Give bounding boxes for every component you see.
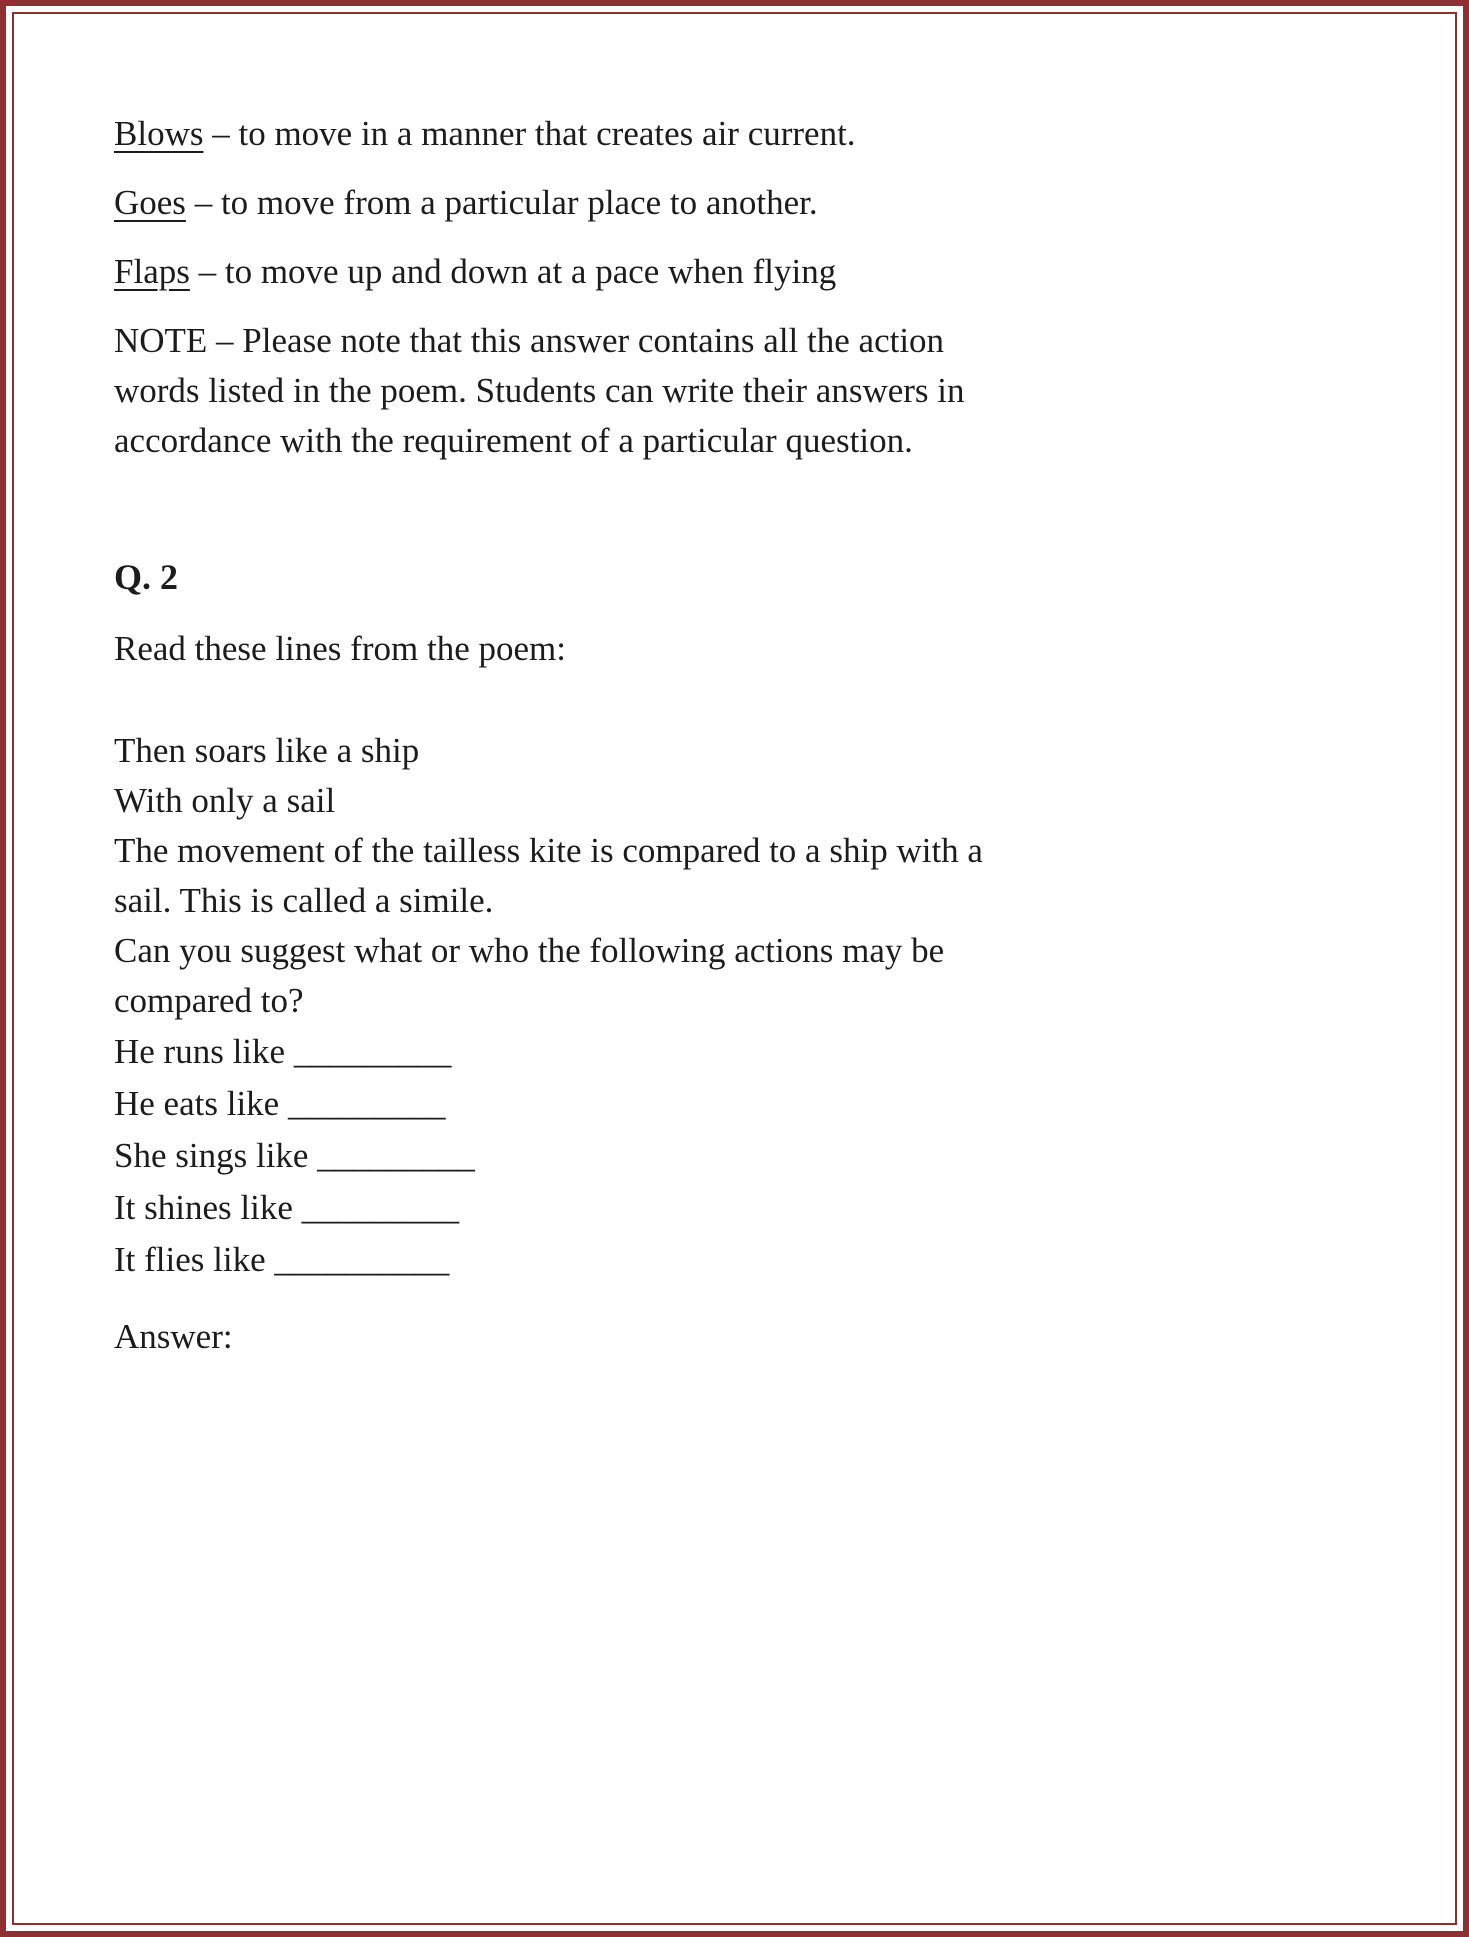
poem-and-prompt-block <box>114 726 1029 1286</box>
definition-blows <box>114 109 1029 159</box>
fill-line-runs: He runs like _________ <box>114 1032 452 1071</box>
fill-line-sings: She sings like _________ <box>114 1136 475 1175</box>
definition-text-blows: – to move in a manner that creates air current. <box>203 114 856 153</box>
simile-explanation: The movement of the tailless kite is compared to a ship with a sail. This is called a simile. <box>114 831 983 920</box>
fill-line-eats: He eats like _________ <box>114 1084 446 1123</box>
definition-goes <box>114 178 1029 228</box>
answer-label: Answer: <box>114 1317 233 1356</box>
definition-term-goes: Goes <box>114 183 186 222</box>
page-inner-border <box>12 12 1457 1925</box>
question-prompt: Can you suggest what or who the following actions may be compared to? <box>114 931 945 1020</box>
definition-text-goes: – to move from a particular place to another. <box>185 183 818 222</box>
question-number: Q. 2 <box>114 557 179 597</box>
question-intro: Read these lines from the poem: <box>114 629 566 668</box>
fill-line-flies: It flies like __________ <box>114 1240 450 1279</box>
poem-line-2: With only a sail <box>114 781 336 820</box>
poem-line-1: Then soars like a ship <box>114 731 420 770</box>
note-paragraph: NOTE – Please note that this answer contains all the action words listed in the poem. Students can write their answers in accordance with the requirement of a particular question. <box>114 321 965 460</box>
definition-text-flaps: – to move up and down at a pace when flying <box>189 252 837 291</box>
definition-flaps <box>114 247 1029 297</box>
document-content <box>114 109 1029 1362</box>
definition-term-flaps: Flaps <box>114 252 190 291</box>
definition-term-blows: Blows <box>114 114 204 153</box>
fill-line-shines: It shines like _________ <box>114 1188 460 1227</box>
